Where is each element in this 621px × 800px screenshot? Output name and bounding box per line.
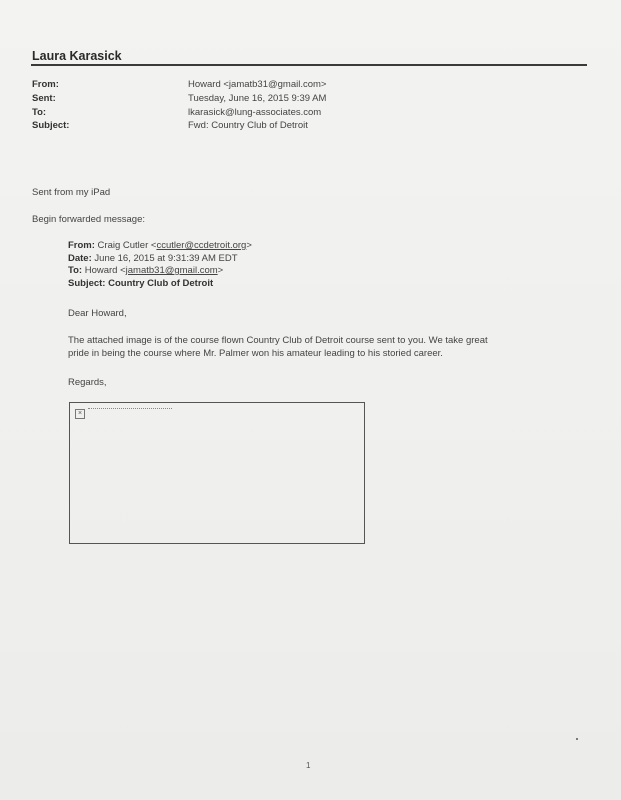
fwd-subject-value: Country Club of Detroit (105, 277, 214, 289)
fwd-to-email-link[interactable]: jamatb31@gmail.com (125, 265, 218, 276)
scan-speck (576, 738, 578, 740)
fwd-to-label: To: (68, 265, 83, 276)
fwd-from-close: > (246, 240, 252, 251)
message-paragraph (68, 334, 488, 360)
sent-from-line: Sent from my iPad (32, 187, 111, 198)
image-placeholder-line (88, 408, 172, 409)
header-to-value: lkarasick@lung-associates.com (188, 107, 322, 118)
fwd-from-email-link[interactable]: ccutler@ccdetroit.org (156, 240, 247, 251)
fwd-from-name: Craig Cutler < (94, 240, 157, 251)
fwd-subject-label: Subject: (68, 277, 106, 289)
fwd-from-label: From: (68, 240, 95, 251)
sender-name: Laura Karasick (32, 49, 122, 63)
fwd-to-close: > (217, 265, 224, 276)
paragraph-line-2: pride in being the course where Mr. Palmer won his amateur leading to his storied career. (68, 348, 443, 359)
fwd-from-row (68, 240, 252, 253)
begin-forwarded-line: Begin forwarded message: (32, 214, 146, 225)
broken-image-icon: × (75, 409, 85, 419)
closing: Regards, (68, 377, 107, 388)
greeting: Dear Howard, (68, 308, 127, 319)
fwd-date-row (68, 253, 252, 266)
fwd-to-name: Howard < (82, 265, 126, 276)
forwarded-header (68, 240, 252, 290)
header-sent-label: Sent: (32, 93, 56, 104)
paragraph-line-1: The attached image is of the course flown Country Club of Detroit course sent to you. We take great (68, 335, 488, 346)
header-to-label: To: (32, 107, 47, 118)
header-subject-value: Fwd: Country Club of Detroit (188, 120, 308, 131)
fwd-subject-row (68, 278, 252, 291)
header-sent-value: Tuesday, June 16, 2015 9:39 AM (188, 93, 327, 104)
fwd-date-value: June 16, 2015 at 9:31:39 AM EDT (91, 252, 238, 264)
missing-image-frame (69, 402, 365, 544)
header-from-value: Howard <jamatb31@gmail.com> (188, 79, 327, 90)
header-subject-label: Subject: (32, 120, 70, 131)
page-number: 1 (306, 761, 311, 770)
fwd-to-row (68, 265, 252, 278)
header-rule (31, 64, 587, 66)
header-from-label: From: (32, 79, 59, 90)
fwd-date-label: Date: (68, 252, 92, 264)
